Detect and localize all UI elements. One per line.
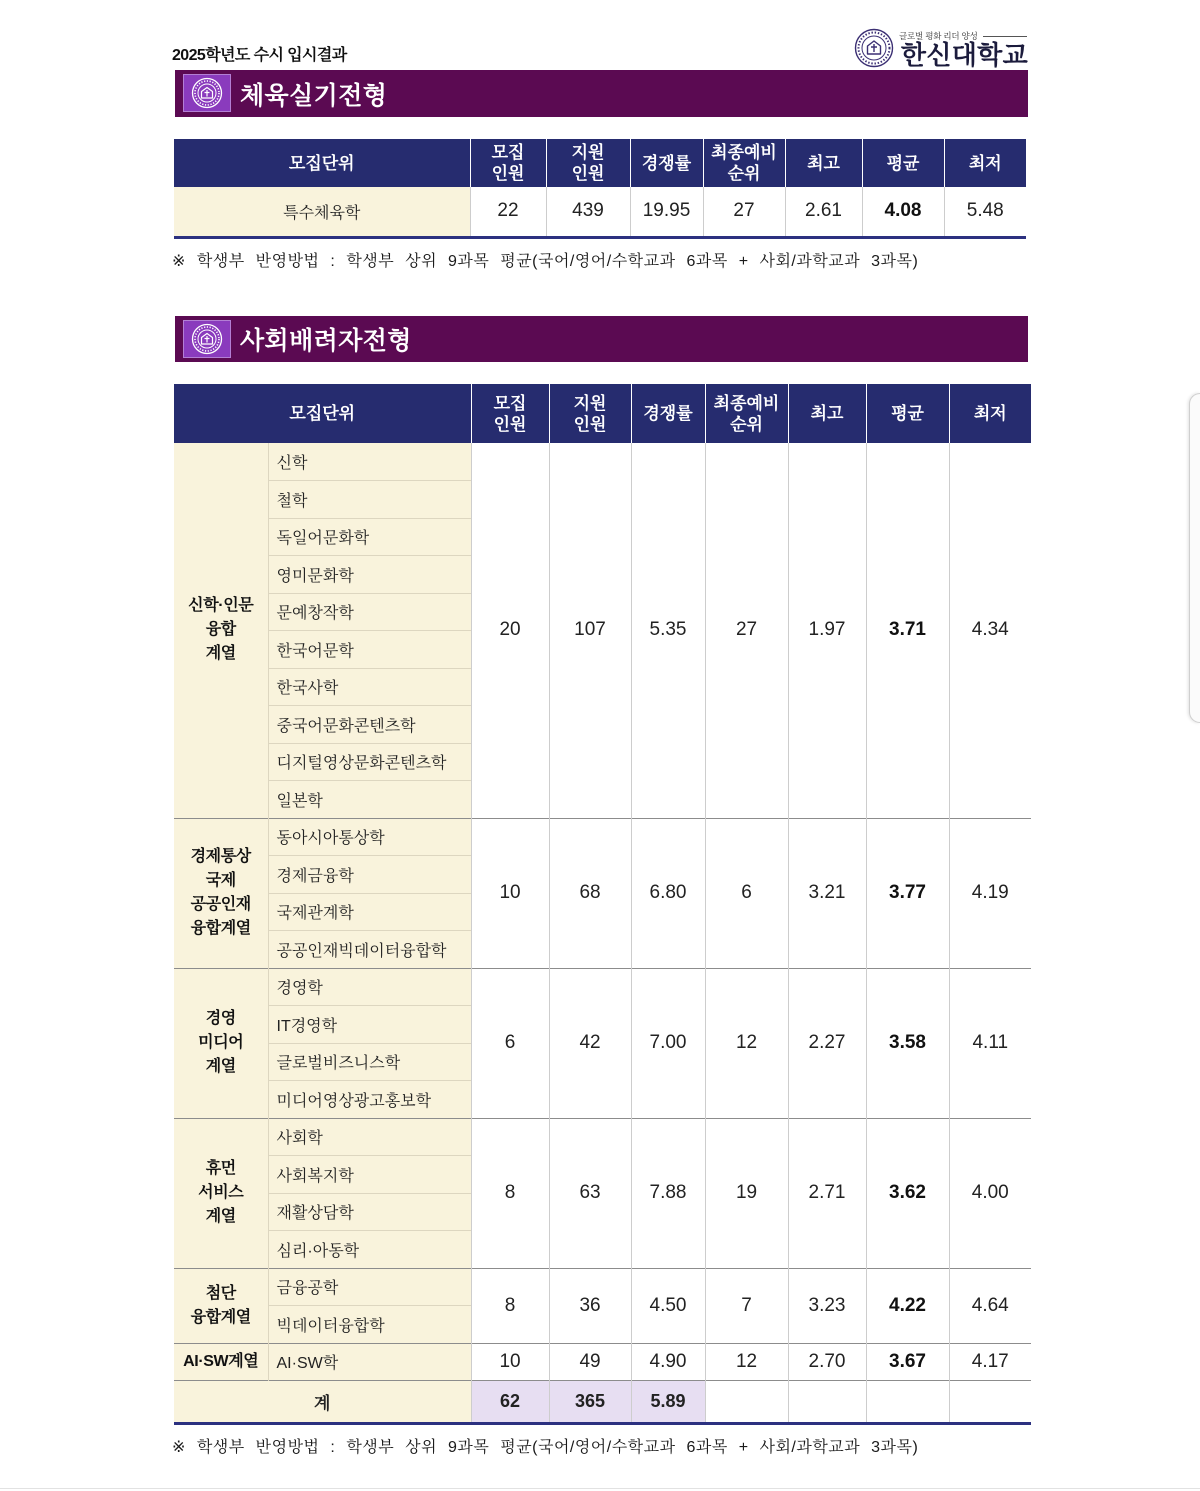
highest-grade-value: 3.21: [788, 818, 866, 968]
unit-name: 빅데이터융합학: [268, 1306, 471, 1344]
section-title: 사회배려자전형: [240, 327, 412, 355]
lowest-grade-value: 4.19: [949, 818, 1031, 968]
highest-grade-value: 2.70: [788, 1343, 866, 1381]
section-title: 체육실기전형: [240, 81, 388, 110]
unit-name: 디지털영상문화콘텐츠학: [268, 743, 471, 781]
average-grade-value: 3.67: [866, 1343, 949, 1381]
unit-name: 철학: [268, 481, 471, 519]
column-header-lowest: 최저: [949, 384, 1031, 443]
unit-name: 미디어영상광고홍보학: [268, 1081, 471, 1119]
competition-ratio-value: 4.90: [631, 1343, 705, 1381]
applicants-value: 439: [546, 187, 630, 237]
applicants-value: 36: [549, 1268, 631, 1343]
group-label: 첨단 융합계열: [174, 1268, 268, 1343]
total-competition-ratio-value: 5.89: [631, 1381, 705, 1424]
unit-name: 국제관계학: [268, 893, 471, 931]
table-row: [174, 1343, 1031, 1381]
column-header-average: 평균: [866, 384, 949, 443]
final-waitlist-rank-value: 19: [705, 1118, 788, 1268]
group-label: 경제통상 국제 공공인재 융합계열: [174, 818, 268, 968]
quota-value: 20: [471, 443, 549, 818]
grade-calculation-note: ※ 학생부 반영방법 : 학생부 상위 9과목 평균(국어/영어/수학교과 6과목 + 사회/과학교과 3과목): [172, 253, 919, 270]
column-header-highest: 최고: [788, 384, 866, 443]
unit-name: 경영학: [268, 968, 471, 1006]
applicants-value: 49: [549, 1343, 631, 1381]
final-waitlist-rank-value: 12: [705, 1343, 788, 1381]
column-header-competition-ratio: 경쟁률: [630, 139, 703, 187]
average-grade-value: 3.77: [866, 818, 949, 968]
table-row: [174, 1268, 1031, 1306]
average-grade-value: 3.62: [866, 1118, 949, 1268]
average-grade-value: 3.58: [866, 968, 949, 1118]
unit-name: 사회복지학: [268, 1156, 471, 1194]
unit-name: AI·SW학: [268, 1343, 471, 1381]
unit-name: 특수체육학: [174, 187, 470, 237]
column-header-final-waitlist-rank: 최종예비 순위: [705, 384, 788, 443]
applicants-value: 42: [549, 968, 631, 1118]
column-header-applicants: 지원 인원: [546, 139, 630, 187]
column-header-lowest: 최저: [944, 139, 1026, 187]
lowest-grade-value: 4.64: [949, 1268, 1031, 1343]
total-row: [174, 1381, 1031, 1424]
unit-name: 심리·아동학: [268, 1231, 471, 1269]
column-header-quota: 모집 인원: [470, 139, 546, 187]
competition-ratio-value: 6.80: [631, 818, 705, 968]
slogan-text: 글로벌 평화 리더 양성: [899, 31, 978, 41]
column-header-applicants: 지원 인원: [549, 384, 631, 443]
highest-grade-value: 2.71: [788, 1118, 866, 1268]
title-icon-box: [183, 320, 231, 358]
average-grade-value: 4.08: [862, 187, 944, 237]
total-label: 계: [174, 1381, 471, 1424]
final-waitlist-rank-value: 27: [703, 187, 785, 237]
physical-exam-results-table: [174, 139, 1026, 239]
lowest-grade-value: 5.48: [944, 187, 1026, 237]
highest-grade-value: 1.97: [788, 443, 866, 818]
unit-name: 중국어문화콘텐츠학: [268, 706, 471, 744]
lowest-grade-value: 4.17: [949, 1343, 1031, 1381]
lowest-grade-value: 4.34: [949, 443, 1031, 818]
group-label: 경영 미디어 계열: [174, 968, 268, 1118]
unit-name: 문예창작학: [268, 593, 471, 631]
table-header-row: [174, 139, 1026, 187]
highest-grade-value: 3.23: [788, 1268, 866, 1343]
section-title-bar-social-consideration: [175, 316, 1028, 362]
section-title-bar-physical-exam: [175, 70, 1028, 117]
total-quota-value: 62: [471, 1381, 549, 1424]
table-row: [174, 1118, 1031, 1156]
average-grade-value: 3.71: [866, 443, 949, 818]
unit-name: 공공인재빅데이터융합학: [268, 931, 471, 969]
quota-value: 22: [470, 187, 546, 237]
column-header-quota: 모집 인원: [471, 384, 549, 443]
unit-name: 독일어문화학: [268, 518, 471, 556]
unit-name: 일본학: [268, 781, 471, 819]
unit-name: 글로벌비즈니스학: [268, 1043, 471, 1081]
applicants-value: 107: [549, 443, 631, 818]
unit-name: 신학: [268, 443, 471, 481]
quota-value: 10: [471, 818, 549, 968]
unit-name: 사회학: [268, 1118, 471, 1156]
final-waitlist-rank-value: 6: [705, 818, 788, 968]
unit-name: 한국사학: [268, 668, 471, 706]
applicants-value: 63: [549, 1118, 631, 1268]
university-name: 한신대학교: [900, 40, 1028, 70]
highest-grade-value: 2.27: [788, 968, 866, 1118]
quota-value: 6: [471, 968, 549, 1118]
column-header-competition-ratio: 경쟁률: [631, 384, 705, 443]
edge-panel-handle[interactable]: [1189, 393, 1200, 723]
slogan-divider: [983, 36, 1027, 37]
quota-value: 8: [471, 1268, 549, 1343]
unit-name: 한국어문학: [268, 631, 471, 669]
unit-name: IT경영학: [268, 1006, 471, 1044]
quota-value: 8: [471, 1118, 549, 1268]
column-header-unit: 모집단위: [174, 139, 470, 187]
total-applicants-value: 365: [549, 1381, 631, 1424]
unit-name: 금융공학: [268, 1268, 471, 1306]
competition-ratio-value: 5.35: [631, 443, 705, 818]
competition-ratio-value: 4.50: [631, 1268, 705, 1343]
unit-name: 영미문화학: [268, 556, 471, 594]
group-label: 휴먼 서비스 계열: [174, 1118, 268, 1268]
empty-cell: [866, 1381, 949, 1424]
unit-name: 경제금융학: [268, 856, 471, 894]
group-label: AI·SW계열: [174, 1343, 268, 1381]
title-icon-box: [183, 74, 231, 112]
empty-cell: [788, 1381, 866, 1424]
final-waitlist-rank-value: 12: [705, 968, 788, 1118]
empty-cell: [705, 1381, 788, 1424]
lowest-grade-value: 4.00: [949, 1118, 1031, 1268]
university-emblem-icon: [191, 77, 223, 109]
column-header-unit: 모집단위: [174, 384, 471, 443]
table-header-row: [174, 384, 1031, 443]
table-row: [174, 818, 1031, 856]
table-total-section: [174, 1381, 1031, 1424]
table-body: [174, 443, 1031, 1381]
column-header-highest: 최고: [785, 139, 862, 187]
final-waitlist-rank-value: 7: [705, 1268, 788, 1343]
applicants-value: 68: [549, 818, 631, 968]
average-grade-value: 4.22: [866, 1268, 949, 1343]
final-waitlist-rank-value: 27: [705, 443, 788, 818]
column-header-final-waitlist-rank: 최종예비 순위: [703, 139, 785, 187]
grade-calculation-note: ※ 학생부 반영방법 : 학생부 상위 9과목 평균(국어/영어/수학교과 6과목 + 사회/과학교과 3과목): [172, 1439, 919, 1456]
lowest-grade-value: 4.11: [949, 968, 1031, 1118]
page-bottom-edge: [0, 1488, 1200, 1489]
competition-ratio-value: 7.88: [631, 1118, 705, 1268]
column-header-average: 평균: [862, 139, 944, 187]
social-consideration-results-table: [174, 384, 1031, 1425]
highest-grade-value: 2.61: [785, 187, 862, 237]
empty-cell: [949, 1381, 1031, 1424]
table-row: [174, 443, 1031, 481]
quota-value: 10: [471, 1343, 549, 1381]
university-emblem-icon: [191, 323, 223, 355]
document-title: 2025학년도 수시 입시결과: [172, 47, 347, 64]
table-row: [174, 968, 1031, 1006]
table-row: [174, 187, 1026, 237]
unit-name: 동아시아통상학: [268, 818, 471, 856]
unit-name: 재활상담학: [268, 1193, 471, 1231]
competition-ratio-value: 19.95: [630, 187, 703, 237]
competition-ratio-value: 7.00: [631, 968, 705, 1118]
group-label: 신학·인문 융합 계열: [174, 443, 268, 818]
